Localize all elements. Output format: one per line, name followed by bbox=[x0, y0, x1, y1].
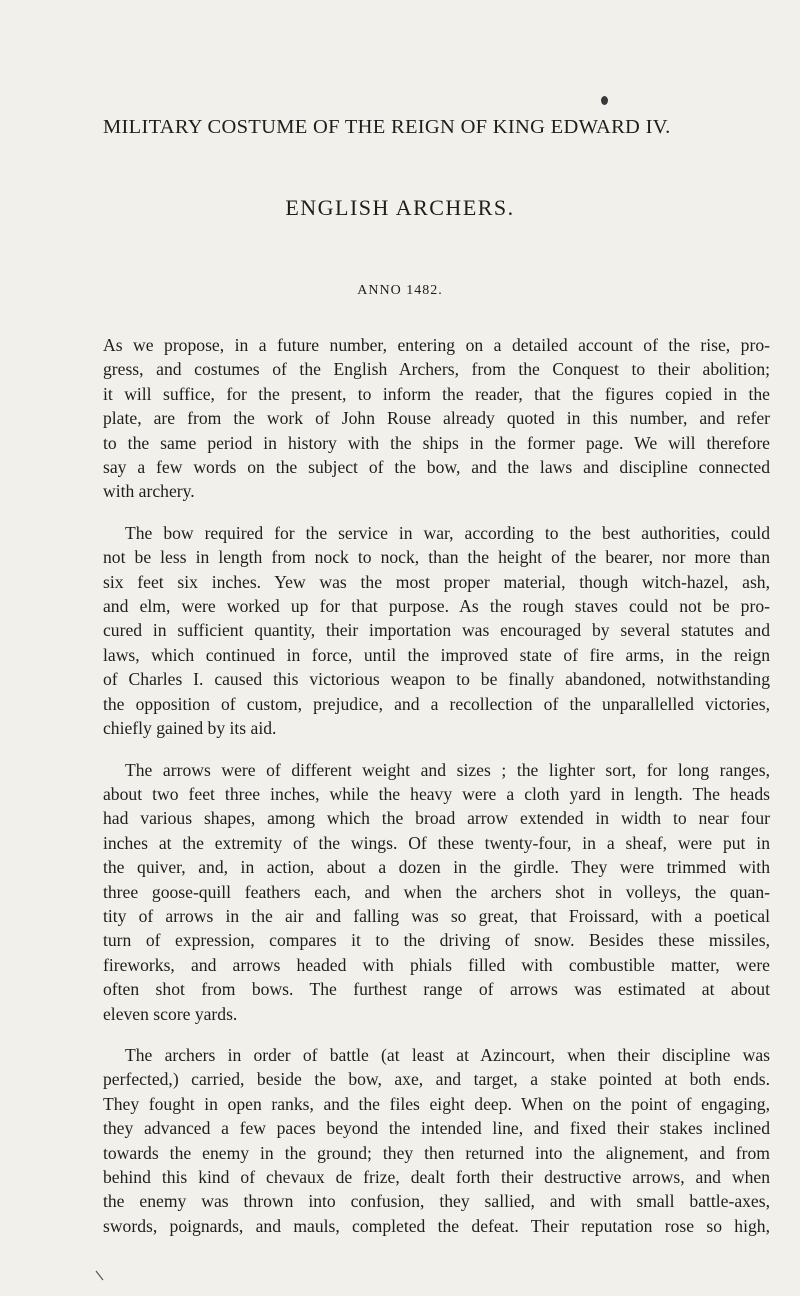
text-line: six feet six inches. Yew was the most proper material, though witch-hazel, ash, bbox=[103, 571, 770, 592]
text-line: behind this kind of chevaux de frize, dealt forth their destructive arrows, and when bbox=[103, 1167, 770, 1187]
ink-spot bbox=[601, 96, 608, 105]
paragraph bbox=[103, 333, 770, 504]
text-line: As we propose, in a future number, entering on a detailed account of the rise, pro- bbox=[103, 335, 770, 355]
text-line: not be less in length from nock to nock, than the height of the bearer, nor more than bbox=[103, 547, 770, 568]
text-line: laws, which continued in force, until the improved state of fire arms, in the reign bbox=[103, 644, 770, 665]
text-line: swords, poignards, and mauls, completed the defeat. Their reputation rose so high, bbox=[103, 1215, 770, 1236]
text-line: the enemy was thrown into confusion, they sallied, and with small battle-axes, bbox=[103, 1191, 770, 1212]
paragraph bbox=[103, 758, 770, 1026]
paragraph bbox=[103, 1043, 770, 1238]
text-line: and elm, were worked up for that purpose. As the rough staves could not be pro- bbox=[103, 596, 770, 617]
text-line: three goose-quill feathers each, and when the archers shot in volleys, the quan- bbox=[103, 881, 770, 902]
text-line: of Charles I. caused this victorious weapon to be finally abandoned, notwithstanding bbox=[103, 669, 770, 690]
text-line: with archery. bbox=[103, 481, 195, 502]
text-line: perfected,) carried, beside the bow, axe, and target, a stake pointed at both ends. bbox=[103, 1069, 770, 1090]
text-line: it will suffice, for the present, to inform the reader, that the figures copied in the bbox=[103, 383, 770, 404]
page-mark-icon bbox=[95, 1270, 105, 1282]
text-line: chiefly gained by its aid. bbox=[103, 718, 277, 739]
text-line: gress, and costumes of the English Archers, from the Conquest to their abolition; bbox=[103, 359, 770, 380]
text-line: inches at the extremity of the wings. Of these twenty-four, in a sheaf, were put in bbox=[103, 832, 770, 853]
text-line: the quiver, and, in action, about a dozen in the girdle. They were trimmed with bbox=[103, 857, 770, 878]
text-line: turn of expression, compares it to the driving of snow. Besides these missiles, bbox=[103, 930, 770, 951]
text-line: tity of arrows in the air and falling was so great, that Froissard, with a poetical bbox=[103, 905, 770, 926]
text-line: The archers in order of battle (at least at Azincourt, when their discipline was bbox=[125, 1044, 770, 1065]
text-line: had various shapes, among which the broad arrow extended in width to near four bbox=[103, 808, 770, 829]
text-line: cured in sufficient quantity, their importation was encouraged by several statutes and bbox=[103, 620, 770, 641]
text-line: fireworks, and arrows headed with phials filled with combustible matter, were bbox=[103, 954, 770, 975]
text-line: They fought in open ranks, and the files eight deep. When on the point of engaging, bbox=[103, 1093, 770, 1114]
running-head: MILITARY COSTUME OF THE REIGN OF KING EDWARD IV. bbox=[103, 116, 671, 138]
text-line: to the same period in history with the ships in the former page. We will therefore bbox=[103, 432, 770, 453]
text-line: about two feet three inches, while the heavy were a cloth yard in length. The heads bbox=[103, 783, 770, 804]
text-line: say a few words on the subject of the bow, and the laws and discipline connected bbox=[103, 457, 770, 478]
text-line: The bow required for the service in war, according to the best authorities, could bbox=[125, 522, 770, 543]
text-line: The arrows were of different weight and sizes ; the lighter sort, for long ranges, bbox=[125, 759, 770, 780]
text-line: plate, are from the work of John Rouse already quoted in this number, and refer bbox=[103, 408, 770, 429]
section-date: ANNO 1482. bbox=[357, 283, 443, 298]
text-line: towards the enemy in the ground; they then returned into the alignement, and from bbox=[103, 1142, 770, 1163]
section-title: ENGLISH ARCHERS. bbox=[285, 195, 515, 220]
paragraph bbox=[103, 521, 770, 741]
text-line: often shot from bows. The furthest range of arrows was estimated at about bbox=[103, 979, 770, 1000]
text-line: eleven score yards. bbox=[103, 1003, 238, 1024]
body-text bbox=[103, 333, 770, 1255]
text-line: the opposition of custom, prejudice, and a recollection of the unparallelled victories, bbox=[103, 693, 770, 714]
text-line: they advanced a few paces beyond the intended line, and fixed their stakes inclined bbox=[103, 1118, 770, 1139]
